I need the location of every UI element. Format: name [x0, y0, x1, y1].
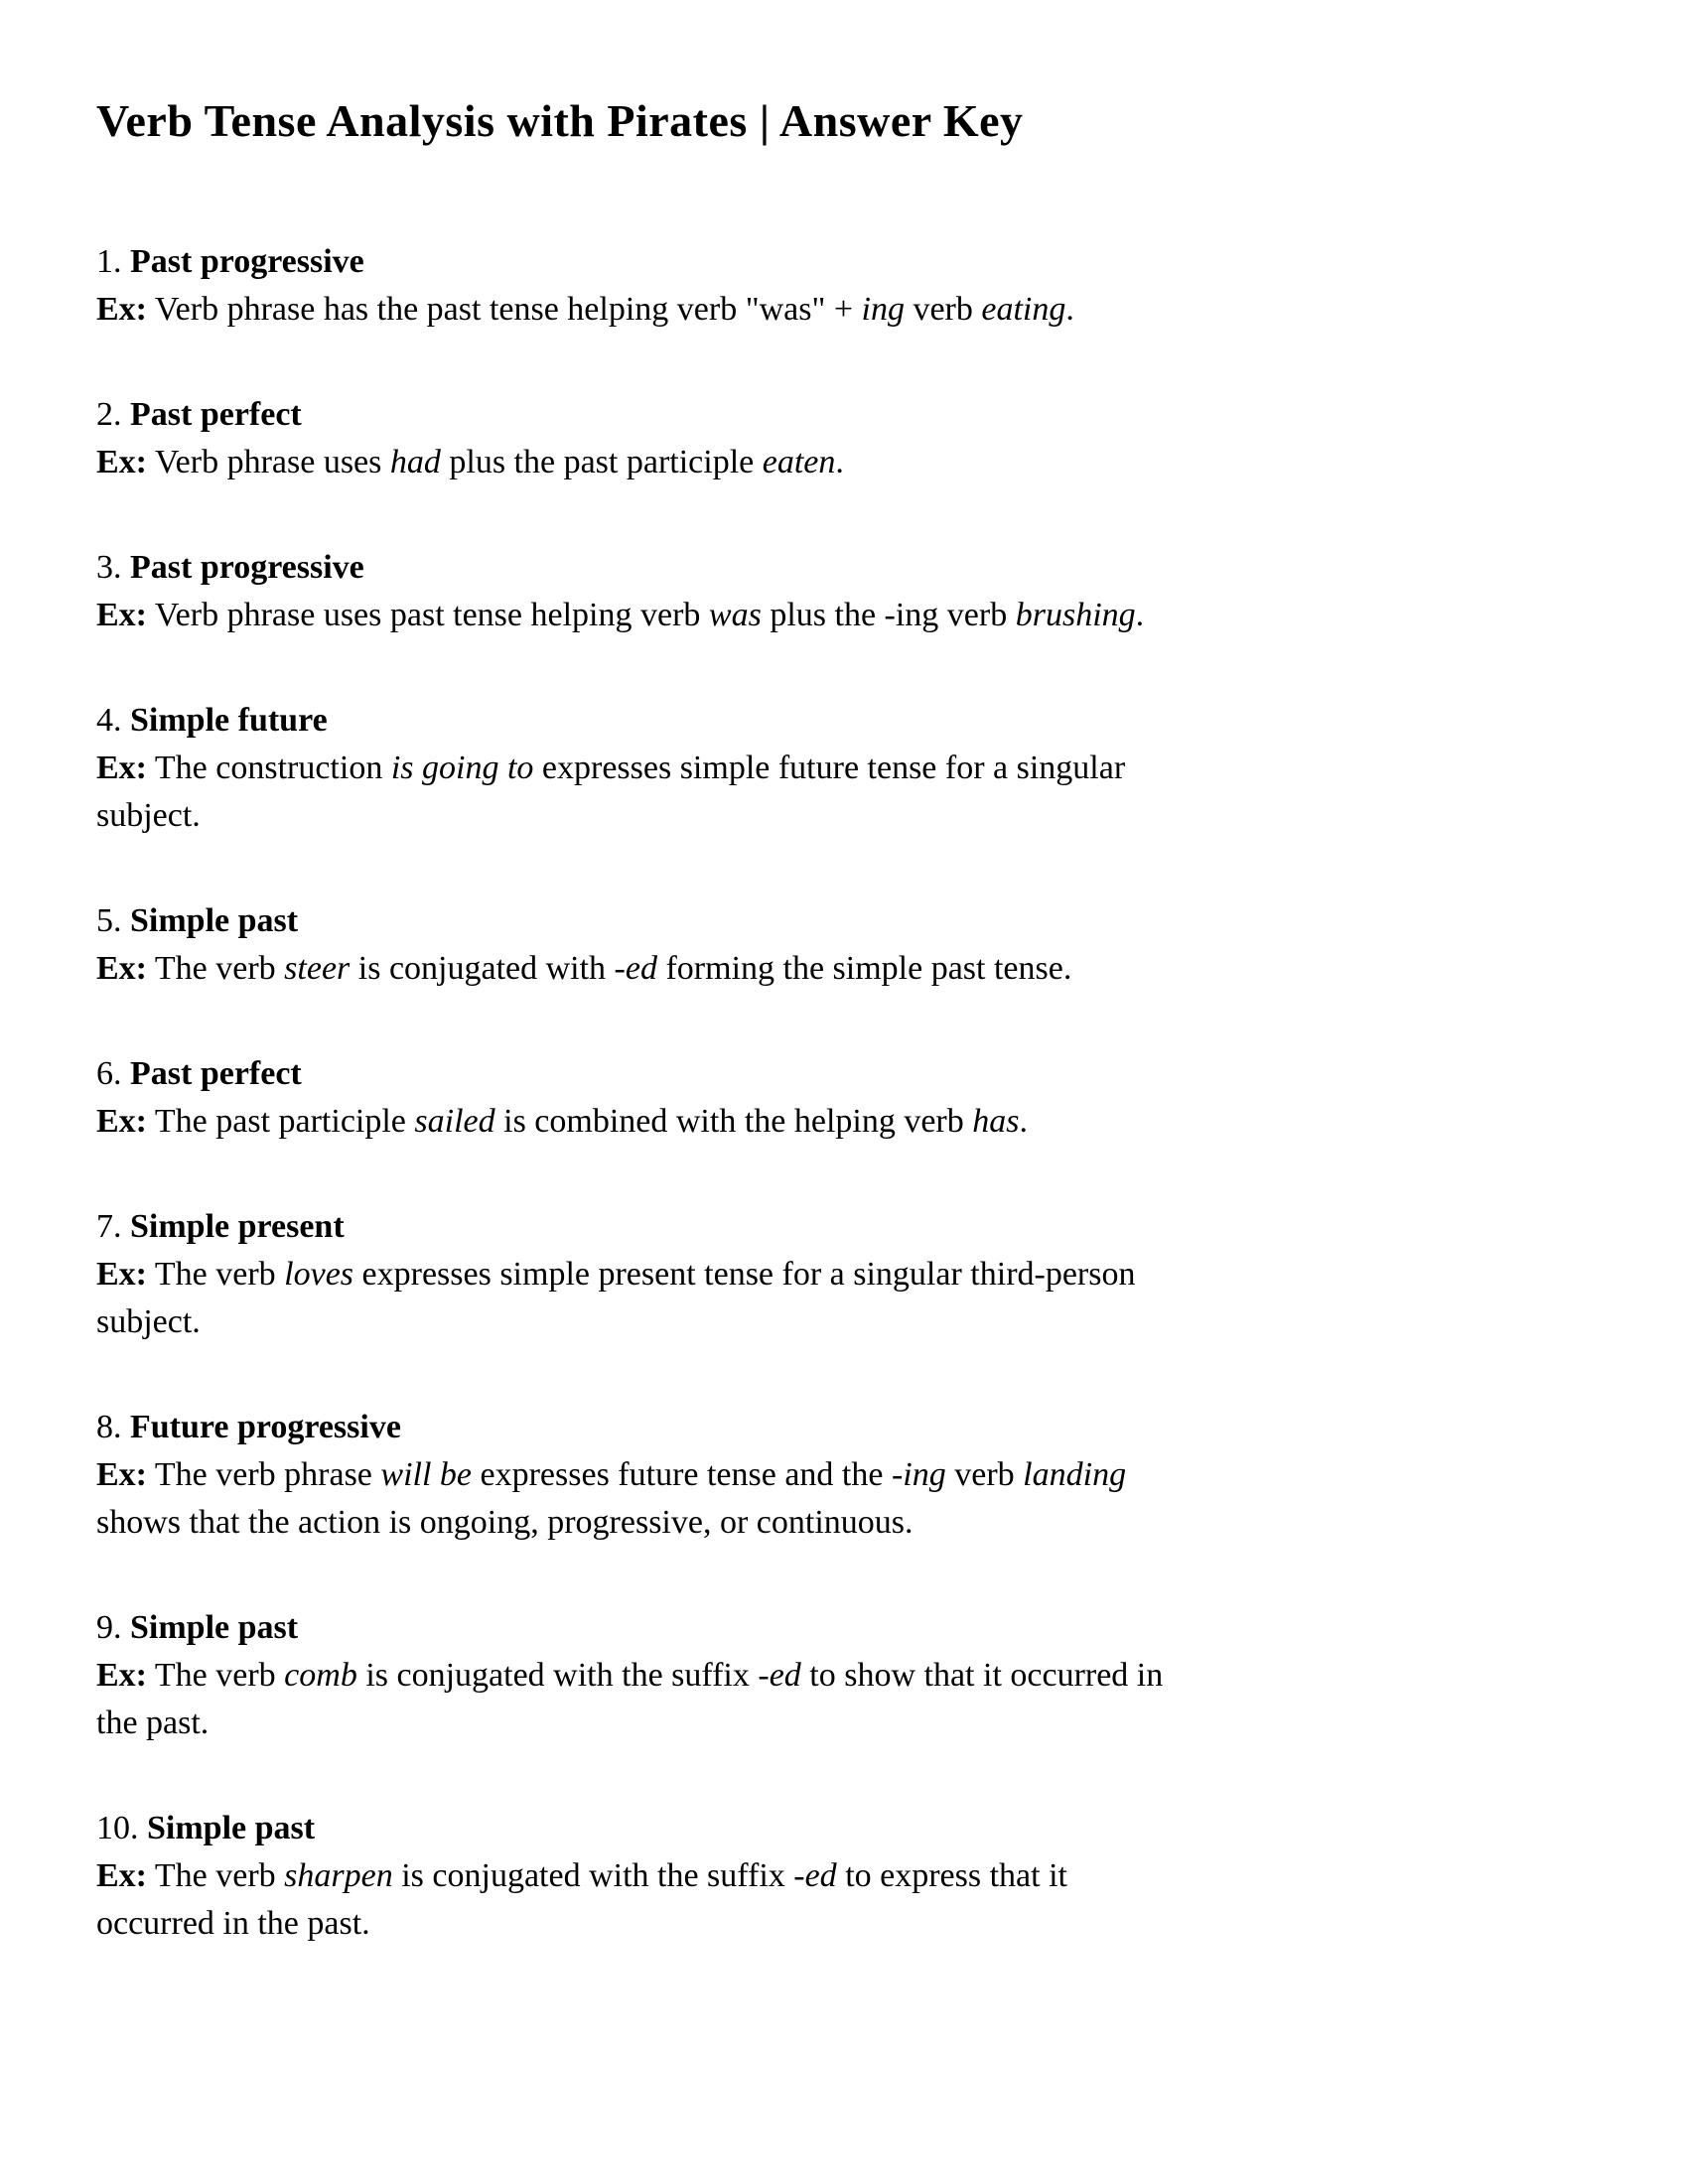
- text-run: occurred in the past.: [96, 1905, 370, 1942]
- item-tense: Simple past: [147, 1810, 316, 1846]
- answer-item: [96, 238, 1559, 334]
- item-heading: [96, 1604, 1559, 1652]
- text-run: The verb: [147, 1857, 285, 1894]
- text-run: .: [1065, 291, 1074, 328]
- text-run: sharpen: [284, 1857, 393, 1894]
- text-run: Verb phrase has the past tense helping verb "was" +: [147, 291, 862, 328]
- answer-item: [96, 544, 1559, 639]
- item-heading: [96, 1050, 1559, 1098]
- item-tense: Past perfect: [130, 396, 302, 433]
- item-example: [96, 745, 1559, 840]
- item-tense: Past perfect: [130, 1055, 302, 1092]
- text-run: Ex:: [96, 1657, 147, 1694]
- text-run: the past.: [96, 1705, 210, 1741]
- item-example: [96, 945, 1559, 993]
- answer-item: [96, 1203, 1559, 1346]
- text-run: landing: [1023, 1456, 1127, 1493]
- item-example: [96, 439, 1559, 486]
- item-example: [96, 286, 1559, 334]
- text-run: ed: [625, 950, 657, 987]
- text-run: Ex:: [96, 1103, 147, 1140]
- text-run: The verb: [147, 1256, 285, 1293]
- answer-item: [96, 1050, 1559, 1146]
- item-heading: [96, 697, 1559, 745]
- text-run: .: [835, 444, 844, 480]
- text-run: verb: [945, 1456, 1024, 1493]
- text-run: expresses simple future tense for a singular: [533, 750, 1126, 786]
- item-example: [96, 1652, 1559, 1747]
- text-run: Verb phrase uses past tense helping verb: [147, 597, 709, 633]
- item-number: 7.: [96, 1208, 130, 1245]
- text-run: ed: [769, 1657, 801, 1694]
- item-example: [96, 592, 1559, 639]
- text-run: subject.: [96, 1303, 201, 1340]
- text-run: verb: [904, 291, 982, 328]
- text-run: The past participle: [147, 1103, 415, 1140]
- item-heading: [96, 1203, 1559, 1251]
- item-heading: [96, 391, 1559, 439]
- item-heading: [96, 544, 1559, 592]
- text-run: eating: [981, 291, 1066, 328]
- item-example: [96, 1098, 1559, 1146]
- text-run: .: [1135, 597, 1145, 633]
- answer-item: [96, 1604, 1559, 1747]
- item-tense: Simple present: [130, 1208, 345, 1245]
- item-number: 1.: [96, 243, 130, 280]
- item-number: 8.: [96, 1409, 130, 1445]
- answer-item: [96, 697, 1559, 840]
- text-run: Ex:: [96, 1456, 147, 1493]
- text-run: is combined with the helping verb: [494, 1103, 973, 1140]
- item-tense: Simple future: [130, 702, 328, 739]
- text-run: subject.: [96, 797, 201, 834]
- text-run: Ex:: [96, 1857, 147, 1894]
- text-run: The construction: [147, 750, 391, 786]
- text-run: The verb phrase: [147, 1456, 381, 1493]
- item-number: 4.: [96, 702, 130, 739]
- item-number: 2.: [96, 396, 130, 433]
- text-run: forming the simple past tense.: [656, 950, 1072, 987]
- text-run: is conjugated with -: [350, 950, 626, 987]
- text-run: Verb phrase uses: [147, 444, 390, 480]
- text-run: The verb: [147, 1657, 285, 1694]
- answer-item: [96, 1805, 1559, 1948]
- item-number: 5.: [96, 902, 130, 939]
- text-run: steer: [284, 950, 351, 987]
- text-run: is conjugated with the suffix -: [356, 1657, 770, 1694]
- answer-item: [96, 897, 1559, 993]
- item-number: 3.: [96, 549, 130, 586]
- text-run: Ex:: [96, 750, 147, 786]
- item-number: 10.: [96, 1810, 147, 1846]
- answer-list: [96, 238, 1559, 1948]
- item-heading: [96, 1805, 1559, 1852]
- item-heading: [96, 238, 1559, 286]
- text-run: is going to: [390, 750, 534, 786]
- text-run: Ex:: [96, 444, 147, 480]
- document-title: Verb Tense Analysis with Pirates | Answer Key: [96, 95, 1024, 146]
- text-run: plus the past participle: [440, 444, 763, 480]
- item-example: [96, 1451, 1559, 1547]
- text-run: ed: [804, 1857, 837, 1894]
- text-run: comb: [284, 1657, 357, 1694]
- text-run: plus the -ing verb: [761, 597, 1016, 633]
- text-run: eaten: [762, 444, 836, 480]
- text-run: loves: [284, 1256, 354, 1293]
- text-run: had: [389, 444, 441, 480]
- text-run: to express that it: [836, 1857, 1067, 1894]
- answer-item: [96, 391, 1559, 486]
- text-run: is conjugated with the suffix -: [392, 1857, 805, 1894]
- text-run: ing: [861, 291, 905, 328]
- item-number: 9.: [96, 1609, 130, 1646]
- item-tense: Simple past: [130, 902, 299, 939]
- item-heading: [96, 1404, 1559, 1451]
- text-run: has: [972, 1103, 1020, 1140]
- item-tense: Simple past: [130, 1609, 299, 1646]
- text-run: Ex:: [96, 291, 147, 328]
- item-example: [96, 1251, 1559, 1346]
- item-example: [96, 1852, 1559, 1948]
- item-heading: [96, 897, 1559, 945]
- text-run: will be: [380, 1456, 473, 1493]
- text-run: .: [1019, 1103, 1028, 1140]
- item-number: 6.: [96, 1055, 130, 1092]
- text-run: The verb: [147, 950, 285, 987]
- text-run: Ex:: [96, 950, 147, 987]
- answer-item: [96, 1404, 1559, 1547]
- text-run: Ex:: [96, 597, 147, 633]
- text-run: expresses future tense and the -: [472, 1456, 904, 1493]
- item-tense: Future progressive: [130, 1409, 401, 1445]
- text-run: to show that it occurred in: [800, 1657, 1164, 1694]
- text-run: sailed: [414, 1103, 495, 1140]
- text-run: shows that the action is ongoing, progressive, or continuous.: [96, 1504, 914, 1541]
- text-run: ing: [903, 1456, 946, 1493]
- text-run: expresses simple present tense for a singular third-person: [353, 1256, 1136, 1293]
- item-tense: Past progressive: [130, 549, 364, 586]
- text-run: brushing: [1015, 597, 1136, 633]
- text-run: Ex:: [96, 1256, 147, 1293]
- item-tense: Past progressive: [130, 243, 364, 280]
- text-run: was: [708, 597, 762, 633]
